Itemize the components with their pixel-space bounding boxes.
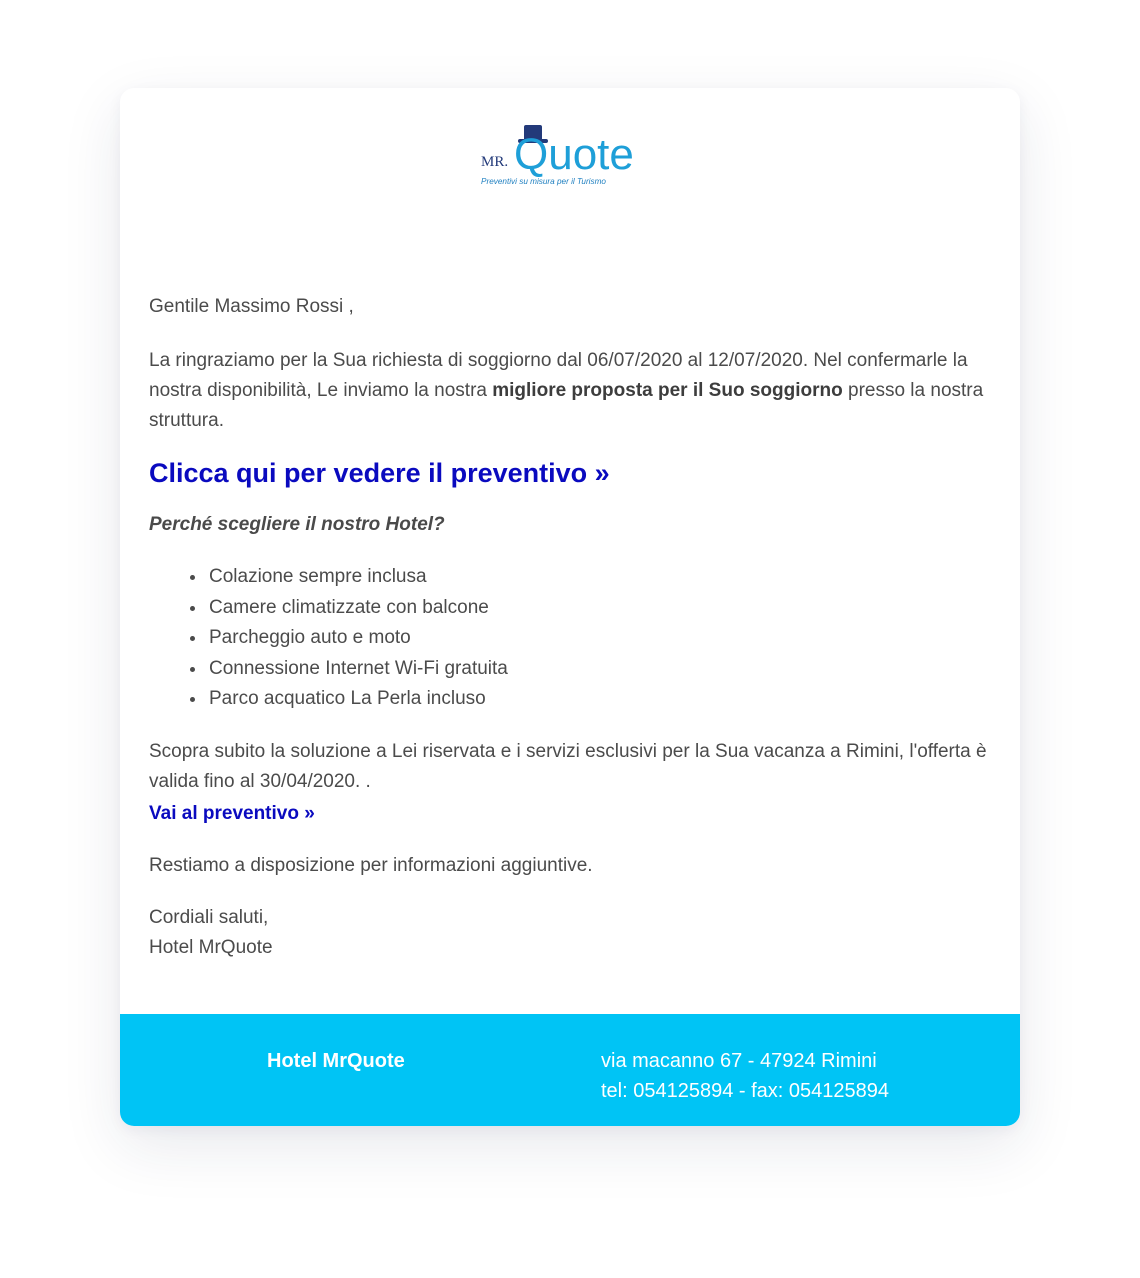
footer-phone-fax: tel: 054125894 - fax: 054125894 (601, 1080, 890, 1102)
logo-prefix: MR. (481, 154, 509, 170)
signature: Hotel MrQuote (149, 936, 273, 958)
feature-item: Parcheggio auto e moto (209, 623, 999, 654)
email-body (149, 292, 999, 963)
mrquote-logo (480, 118, 660, 190)
intro-paragraph (149, 346, 999, 436)
intro-bold-text: migliore proposta per il Suo soggiorno (492, 380, 843, 401)
feature-item: Camere climatizzate con balcone (209, 593, 999, 624)
email-card (120, 88, 1020, 1126)
view-quote-link[interactable]: Clicca qui per vedere il preventivo » (149, 458, 610, 488)
signoff (149, 903, 999, 963)
logo-tagline: Preventivi su misura per il Turismo (481, 177, 606, 186)
go-to-quote-link[interactable]: Vai al preventivo » (149, 802, 315, 824)
feature-item: Parco acquatico La Perla incluso (209, 684, 999, 715)
signoff-text: Cordiali saluti, (149, 906, 269, 928)
mrquote-logo-graphic (480, 118, 660, 190)
feature-item: Connessione Internet Wi-Fi gratuita (209, 654, 999, 685)
discover-paragraph: Scopra subito la soluzione a Lei riservata e i servizi esclusivi per la Sua vacanza a Rimini, l'offerta è valida fino al 30/04/2020. . (149, 740, 987, 792)
intro-text-1: La ringraziamo per la Sua richiesta di soggiorno dal 06/07/2020 al 12/07/2020. Nel confermarle la nostra disponibilità, Le inviamo la nostra (149, 350, 968, 401)
why-choose-heading: Perché scegliere il nostro Hotel? (149, 514, 445, 535)
greeting: Gentile Massimo Rossi , (149, 296, 354, 317)
intro-text-2: presso la nostra struttura. (149, 380, 984, 431)
email-footer (120, 1014, 1020, 1126)
feature-item: Colazione sempre inclusa (209, 562, 999, 593)
logo-name: Quote (514, 130, 634, 179)
footer-address: via macanno 67 - 47924 Rimini (601, 1050, 877, 1072)
footer-contact-block (601, 1046, 889, 1106)
availability-text: Restiamo a disposizione per informazioni aggiuntive. (149, 854, 593, 876)
features-list (149, 562, 999, 715)
footer-hotel-name: Hotel MrQuote (267, 1050, 405, 1072)
